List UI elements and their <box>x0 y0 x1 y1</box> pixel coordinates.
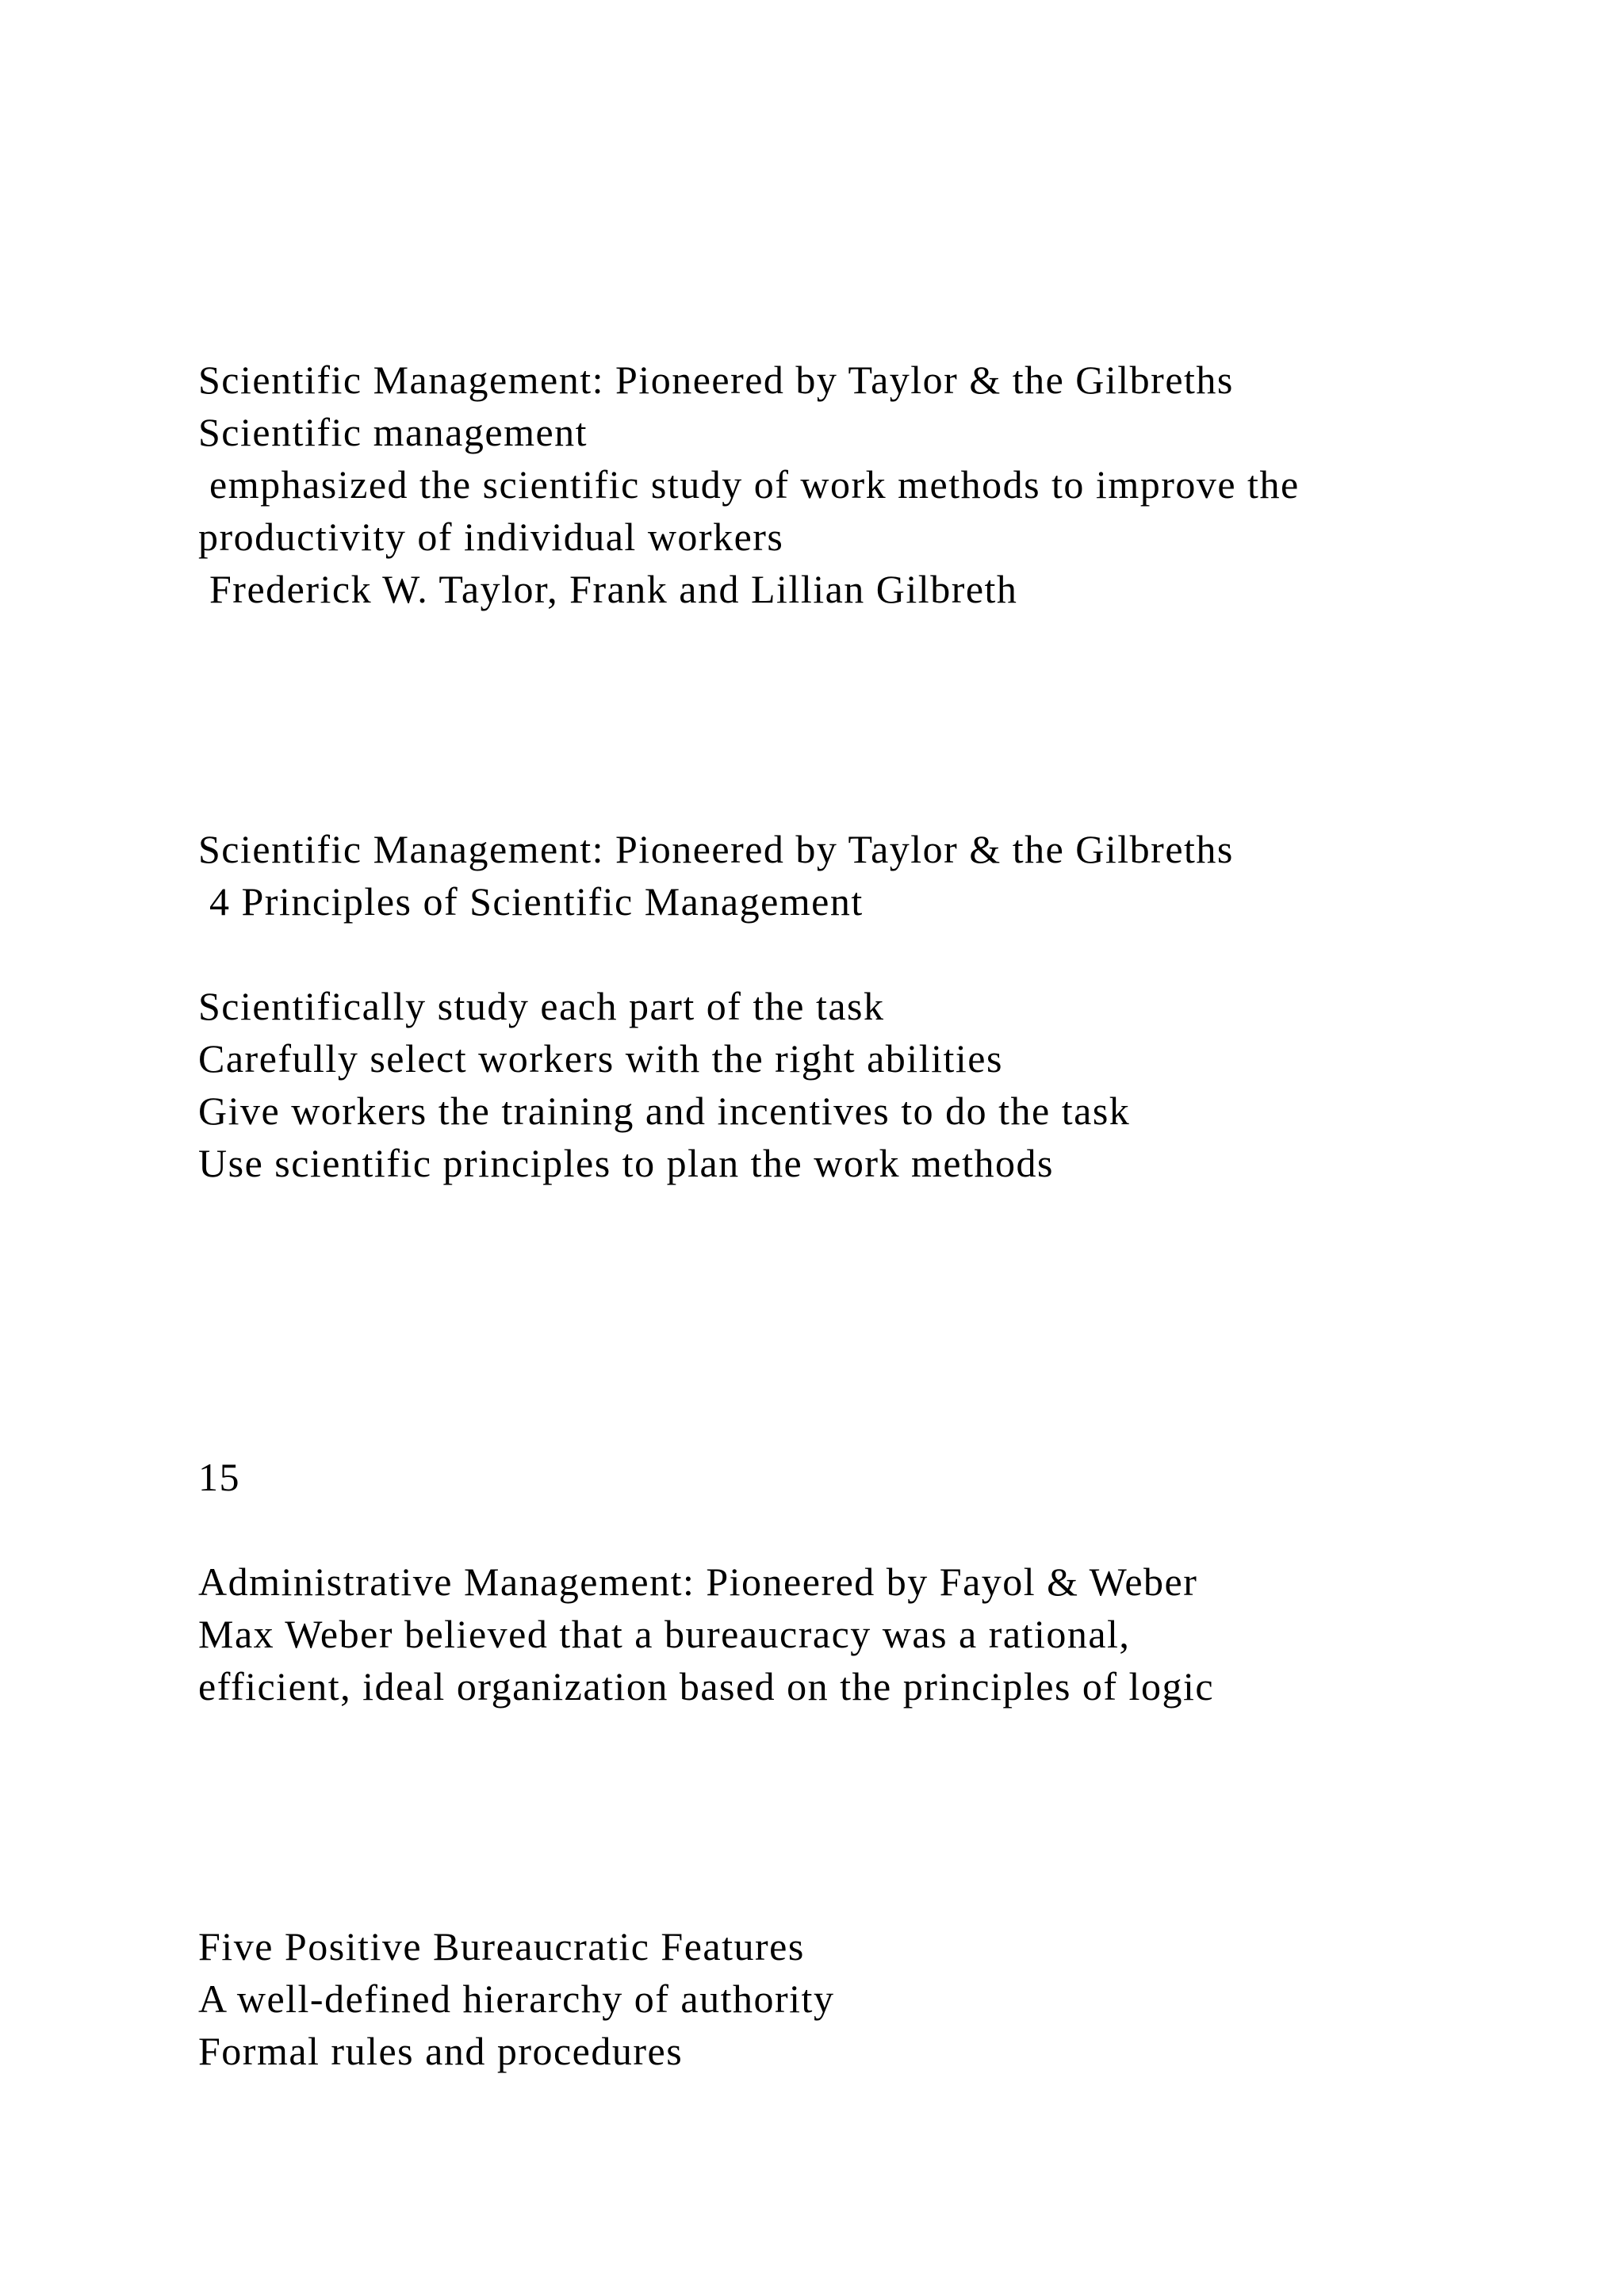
people-text: Frederick W. Taylor, Frank and Lillian Gilbreth <box>198 567 1018 611</box>
body-text: efficient, ideal organization based on the principles of logic <box>198 1664 1215 1709</box>
definition-text: emphasized the scientific study of work methods to improve the <box>198 462 1300 507</box>
section-heading: Five Positive Bureaucratic Features <box>198 1924 805 1969</box>
term-text: Scientific management <box>198 410 588 454</box>
body-text: Max Weber believed that a bureaucracy was a rational, <box>198 1612 1131 1656</box>
principle-item: Use scientific principles to plan the work methods <box>198 1141 1054 1185</box>
principle-item: Give workers the training and incentives to do the task <box>198 1089 1131 1133</box>
feature-item: Formal rules and procedures <box>198 2029 684 2073</box>
section-heading: Administrative Management: Pioneered by Fayol & Weber <box>198 1559 1198 1604</box>
principle-item: Carefully select workers with the right abilities <box>198 1036 1003 1081</box>
section-subheading: 4 Principles of Scientific Management <box>198 879 864 924</box>
section-heading: Scientific Management: Pioneered by Taylor & the Gilbreths <box>198 827 1234 871</box>
definition-text: productivity of individual workers <box>198 515 784 559</box>
page-number: 15 <box>198 1455 240 1499</box>
feature-item: A well-defined hierarchy of authority <box>198 1976 835 2021</box>
section-heading: Scientific Management: Pioneered by Taylor & the Gilbreths <box>198 358 1234 402</box>
principle-item: Scientifically study each part of the task <box>198 984 885 1028</box>
